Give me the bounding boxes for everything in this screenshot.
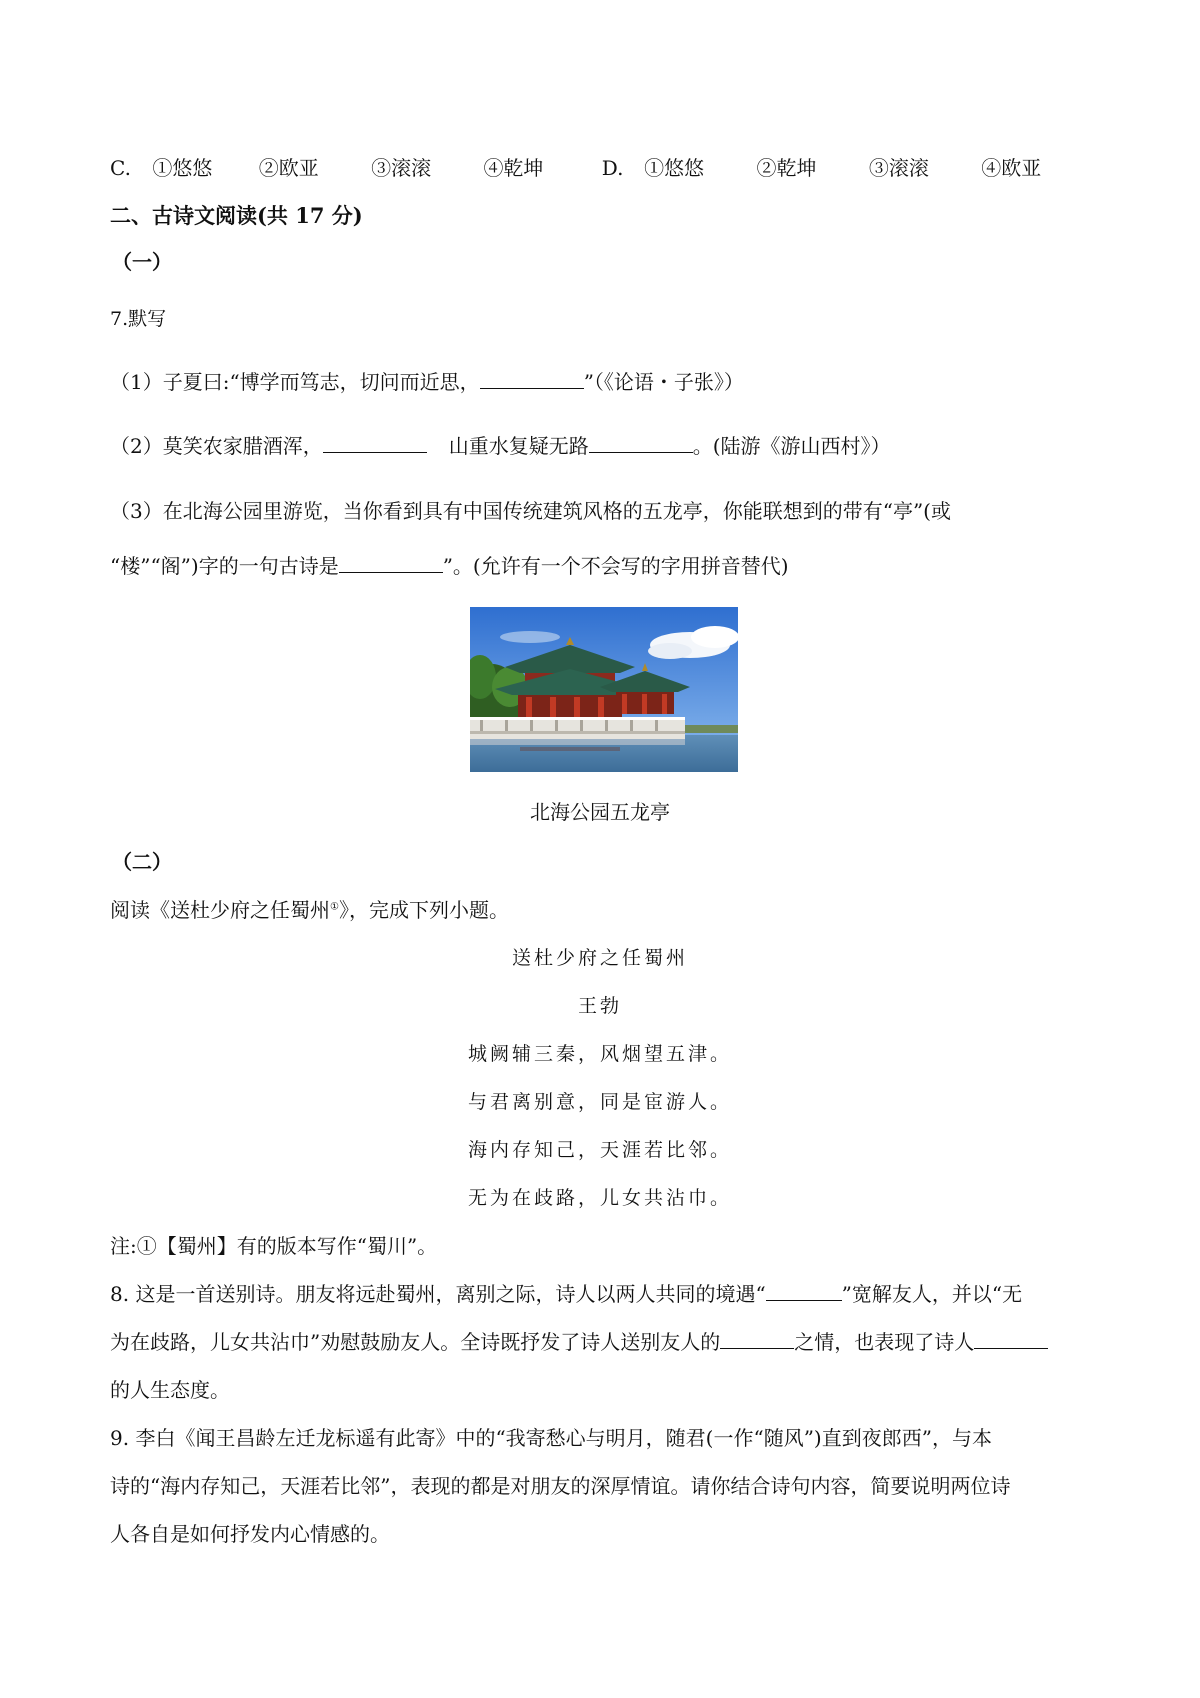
q9-line-1: 9. 李白《闻王昌龄左迁龙标遥有此寄》中的“我寄愁心与明月，随君(一作“随风”)直到夜郎西”，与本 (110, 1426, 992, 1450)
q7-item1-text: （1）子夏曰:“博学而笃志，切问而近思， (110, 370, 480, 394)
poem-line: 城阙辅三秦，风烟望五津。 (467, 1043, 732, 1065)
option-c-item: ①悠悠 (152, 156, 213, 180)
answer-blank[interactable] (766, 1280, 842, 1301)
q8-text: 为在歧路，儿女共沾巾”劝慰鼓励友人。全诗既抒发了诗人送别友人的 (110, 1330, 721, 1354)
part-one-label: （一） (112, 250, 172, 274)
question-7-title: 7.默写 (110, 308, 167, 330)
q7-item2-mid: 山重水复疑无路 (448, 434, 589, 458)
q7-item-3-line-2 (110, 552, 789, 580)
q7-item3-text: “楼”“阁”)字的一句古诗是 (110, 554, 339, 578)
option-d-item: ④欧亚 (981, 156, 1042, 180)
q7-item2-text: （2）莫笑农家腊酒浑， (110, 434, 323, 458)
q7-item2-source: 。(陆游《游山西村》） (692, 434, 891, 458)
reading-intro-text-end: 》，完成下列小题。 (338, 898, 509, 922)
q7-item3-note: ”。(允许有一个不会写的字用拼音替代) (442, 554, 789, 578)
option-c-item: ②欧亚 (258, 156, 319, 180)
poem-line: 与君离别意，同是宦游人。 (467, 1091, 732, 1113)
footnote: 注:①【蜀州】有的版本写作“蜀川”。 (110, 1234, 438, 1258)
option-c-item: ④乾坤 (483, 156, 544, 180)
q7-item-1 (110, 368, 744, 396)
poem-title: 送杜少府之任蜀州 (511, 947, 688, 969)
q8-line-2 (110, 1328, 1048, 1356)
part-two-label: （二） (112, 850, 172, 874)
answer-blank[interactable] (480, 368, 584, 389)
q8-line-3: 的人生态度。 (110, 1378, 230, 1402)
q9-line-3: 人各自是如何抒发内心情感的。 (110, 1522, 390, 1546)
pavilion-photo (470, 607, 738, 772)
poem-author: 王勃 (577, 995, 622, 1017)
options-line (110, 154, 1041, 182)
q8-text-mid: 之情，也表现了诗人 (794, 1330, 975, 1354)
reading-intro (110, 896, 509, 924)
section-heading: 二、古诗文阅读(共 17 分) (110, 203, 363, 228)
poem-line: 无为在歧路，儿女共沾巾。 (467, 1187, 732, 1209)
reading-intro-text: 阅读《送杜少府之任蜀州 (110, 898, 330, 922)
option-d-label: D. (601, 156, 624, 180)
poem-line: 海内存知己，天涯若比邻。 (467, 1139, 732, 1161)
option-d-item: ③滚滚 (868, 156, 929, 180)
q9-line-2: 诗的“海内存知己，天涯若比邻”，表现的都是对朋友的深厚情谊。请你结合诗句内容，简要说明两位诗 (110, 1474, 1011, 1498)
answer-blank[interactable] (339, 552, 443, 573)
q7-item-3-line-1: （3）在北海公园里游览，当你看到具有中国传统建筑风格的五龙亭，你能联想到的带有“亭”(或 (110, 499, 951, 523)
q8-text-end: ”宽解友人，并以“无 (841, 1282, 1023, 1306)
option-d-item: ②乾坤 (756, 156, 817, 180)
answer-blank[interactable] (589, 432, 693, 453)
answer-blank[interactable] (720, 1328, 794, 1349)
image-caption: 北海公园五龙亭 (530, 800, 670, 824)
q8-text: 8. 这是一首送别诗。朋友将远赴蜀州，离别之际，诗人以两人共同的境遇“ (110, 1282, 766, 1306)
option-c-item: ③滚滚 (371, 156, 432, 180)
footnote-marker: ① (330, 901, 339, 913)
option-d-item: ①悠悠 (644, 156, 705, 180)
q7-item1-source: ”（《论语・子张》） (583, 370, 744, 394)
q7-item-2 (110, 432, 891, 460)
answer-blank[interactable] (323, 432, 427, 453)
answer-blank[interactable] (974, 1328, 1048, 1349)
option-c-label: C. (110, 156, 131, 180)
q8-line-1 (110, 1280, 1022, 1308)
